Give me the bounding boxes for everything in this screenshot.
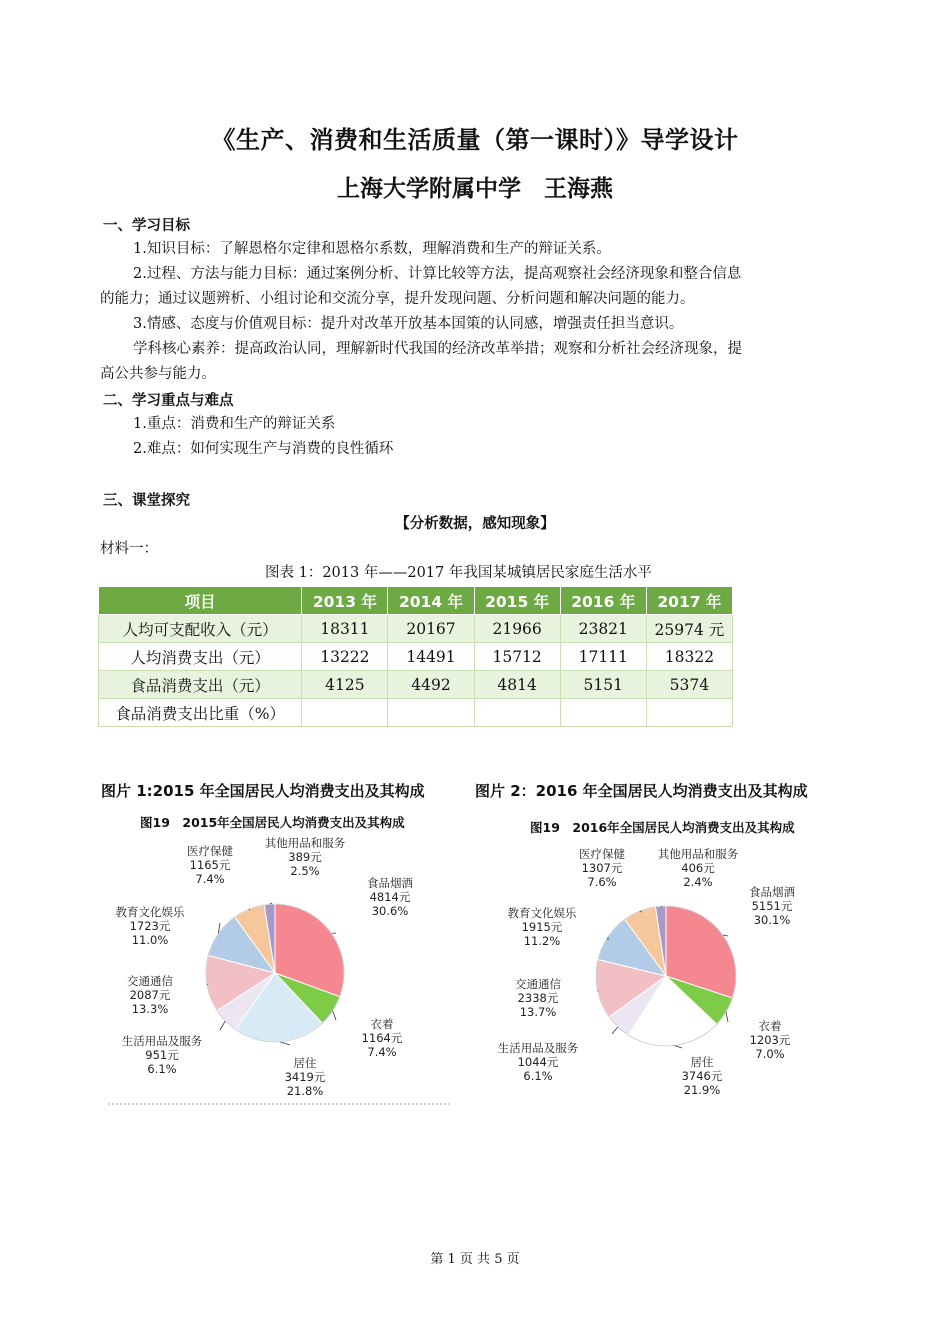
table-cell: 人均消费支出（元） <box>99 643 302 671</box>
slice-label-name: 生活用品及服务 <box>497 1041 579 1055</box>
pie-chart-2016 <box>490 812 850 1112</box>
slice-label-percent: 13.3% <box>131 1002 169 1016</box>
table-header-row <box>99 587 733 615</box>
slice-label-name: 教育文化娱乐 <box>507 906 577 920</box>
table-header-cell: 2015 年 <box>474 587 560 615</box>
slice-label-name: 衣着 <box>758 1019 782 1033</box>
slice-label-amount: 3419元 <box>284 1070 326 1084</box>
core-literacy-line1: 学科核心素养：提高政治认同，理解新时代我国的经济改革举措；观察和分析社会经济现象，提 <box>133 341 742 357</box>
document-author: 上海大学附属中学 王海燕 <box>337 176 613 202</box>
table-cell: 20167 <box>388 615 474 643</box>
slice-label-amount: 5151元 <box>751 899 793 913</box>
table-cell: 5151 <box>560 671 646 699</box>
table-cell <box>302 699 388 727</box>
slice-label-percent: 7.4% <box>367 1045 397 1059</box>
objective-process-line1: 2.过程、方法与能力目标：通过案例分析、计算比较等方法，提高观察社会经济现象和整合信息 <box>133 266 742 282</box>
leader-line <box>280 1042 290 1045</box>
slice-label-name: 居住 <box>690 1055 714 1069</box>
keypoint-focus: 1.重点：消费和生产的辩证关系 <box>133 416 336 432</box>
slice-label-percent: 21.8% <box>286 1084 324 1098</box>
material-label: 材料一： <box>100 541 158 557</box>
slice-label-amount: 951元 <box>145 1048 179 1062</box>
table-cell: 4492 <box>388 671 474 699</box>
table-caption: 图表 1：2013 年——2017 年我国某城镇居民家庭生活水平 <box>265 565 652 581</box>
table-cell: 人均可支配收入（元） <box>99 615 302 643</box>
slice-label-amount: 1164元 <box>361 1031 403 1045</box>
table-cell: 4125 <box>302 671 388 699</box>
table-header-cell: 2013 年 <box>302 587 388 615</box>
table-cell: 食品消费支出比重（%） <box>99 699 302 727</box>
slice-label-name: 其他用品和服务 <box>264 836 346 850</box>
slice-label-name: 食品烟酒 <box>367 876 413 890</box>
table-header-cell: 项目 <box>99 587 302 615</box>
slice-label-percent: 13.7% <box>519 1005 557 1019</box>
leader-line <box>333 1011 336 1020</box>
objective-process-line2: 的能力；通过议题辨析、小组讨论和交流分享，提升发现问题、分析问题和解决问题的能力。 <box>100 291 695 307</box>
table-cell: 4814 <box>474 671 560 699</box>
slice-label-amount: 3746元 <box>681 1069 723 1083</box>
slice-label-amount: 2087元 <box>129 988 171 1002</box>
objective-knowledge: 1.知识目标：了解恩格尔定律和恩格尔系数，理解消费和生产的辩证关系。 <box>133 241 611 257</box>
table-header-cell: 2014 年 <box>388 587 474 615</box>
table-cell <box>560 699 646 727</box>
slice-label-percent: 30.6% <box>371 904 409 918</box>
leader-line <box>726 1012 728 1022</box>
slice-label-amount: 1723元 <box>129 919 171 933</box>
slice-label-name: 居住 <box>293 1056 317 1070</box>
table-cell: 14491 <box>388 643 474 671</box>
objective-attitude: 3.情感、态度与价值观目标：提升对改革开放基本国策的认同感，增强责任担当意识。 <box>133 316 684 332</box>
table-cell <box>646 699 732 727</box>
slice-label-percent: 21.9% <box>683 1083 721 1097</box>
slice-label-amount: 406元 <box>681 861 715 875</box>
slice-label-percent: 11.0% <box>131 933 169 947</box>
page-footer: 第 1 页 共 5 页 <box>430 1252 520 1267</box>
pie-chart-2015 <box>100 805 460 1110</box>
leader-line <box>220 1021 225 1030</box>
table-cell: 18311 <box>302 615 388 643</box>
slice-label-percent: 2.5% <box>290 864 320 878</box>
table-row <box>99 671 733 699</box>
table-cell <box>388 699 474 727</box>
slice-label-amount: 1044元 <box>517 1055 559 1069</box>
slice-label-amount: 1307元 <box>581 861 623 875</box>
table-cell: 21966 <box>474 615 560 643</box>
slice-label-name: 食品烟酒 <box>749 885 795 899</box>
slice-label-percent: 11.2% <box>523 934 561 948</box>
slice-label-name: 交通通信 <box>127 974 173 988</box>
exploration-subheading: 【分析数据，感知现象】 <box>395 516 555 532</box>
table-cell: 23821 <box>560 615 646 643</box>
document-title: 《生产、消费和生活质量（第一课时）》导学设计 <box>211 126 739 154</box>
table-row <box>99 699 733 727</box>
slice-label-amount: 1203元 <box>749 1033 791 1047</box>
keypoint-difficulty: 2.难点：如何实现生产与消费的良性循环 <box>133 441 394 457</box>
leader-line <box>675 1046 682 1049</box>
slice-label-name: 衣着 <box>370 1017 394 1031</box>
slice-label-name: 医疗保健 <box>579 847 625 861</box>
section-heading-objectives: 一、学习目标 <box>103 218 190 234</box>
table-cell: 5374 <box>646 671 732 699</box>
table-row <box>99 643 733 671</box>
table-cell: 25974 元 <box>646 615 732 643</box>
table-header-cell: 2017 年 <box>646 587 732 615</box>
figure-1-title: 图片 1:2015 年全国居民人均消费支出及其构成 <box>101 782 425 800</box>
slice-label-percent: 7.6% <box>587 875 617 889</box>
section-heading-exploration: 三、课堂探究 <box>103 493 190 509</box>
core-literacy-line2: 高公共参与能力。 <box>100 366 216 382</box>
table-cell: 食品消费支出（元） <box>99 671 302 699</box>
table-cell: 18322 <box>646 643 732 671</box>
slice-label-name: 交通通信 <box>515 977 561 991</box>
living-standard-table <box>98 586 733 727</box>
slice-label-percent: 30.1% <box>753 913 791 927</box>
slice-label-amount: 389元 <box>288 850 322 864</box>
slice-label-percent: 7.0% <box>755 1047 785 1061</box>
slice-label-percent: 7.4% <box>195 872 225 886</box>
table-cell: 17111 <box>560 643 646 671</box>
slice-label-name: 医疗保健 <box>187 844 233 858</box>
section-heading-keypoints: 二、学习重点与难点 <box>103 393 234 409</box>
table-row <box>99 615 733 643</box>
slice-label-amount: 4814元 <box>369 890 411 904</box>
slice-label-percent: 6.1% <box>523 1069 553 1083</box>
slice-label-amount: 2338元 <box>517 991 559 1005</box>
table-cell: 13222 <box>302 643 388 671</box>
table-header-cell: 2016 年 <box>560 587 646 615</box>
slice-label-name: 生活用品及服务 <box>121 1034 203 1048</box>
leader-line <box>612 1027 618 1034</box>
figure-2-title: 图片 2：2016 年全国居民人均消费支出及其构成 <box>475 782 808 800</box>
pie-title: 图19 2016年全国居民人均消费支出及其构成 <box>530 820 795 835</box>
slice-label-name: 教育文化娱乐 <box>115 905 185 919</box>
table-cell: 15712 <box>474 643 560 671</box>
slice-label-name: 其他用品和服务 <box>657 847 739 861</box>
slice-label-amount: 1915元 <box>521 920 563 934</box>
slice-label-percent: 2.4% <box>683 875 713 889</box>
table-cell <box>474 699 560 727</box>
pie-title: 图19 2015年全国居民人均消费支出及其构成 <box>140 815 405 830</box>
slice-label-amount: 1165元 <box>189 858 231 872</box>
slice-label-percent: 6.1% <box>147 1062 177 1076</box>
